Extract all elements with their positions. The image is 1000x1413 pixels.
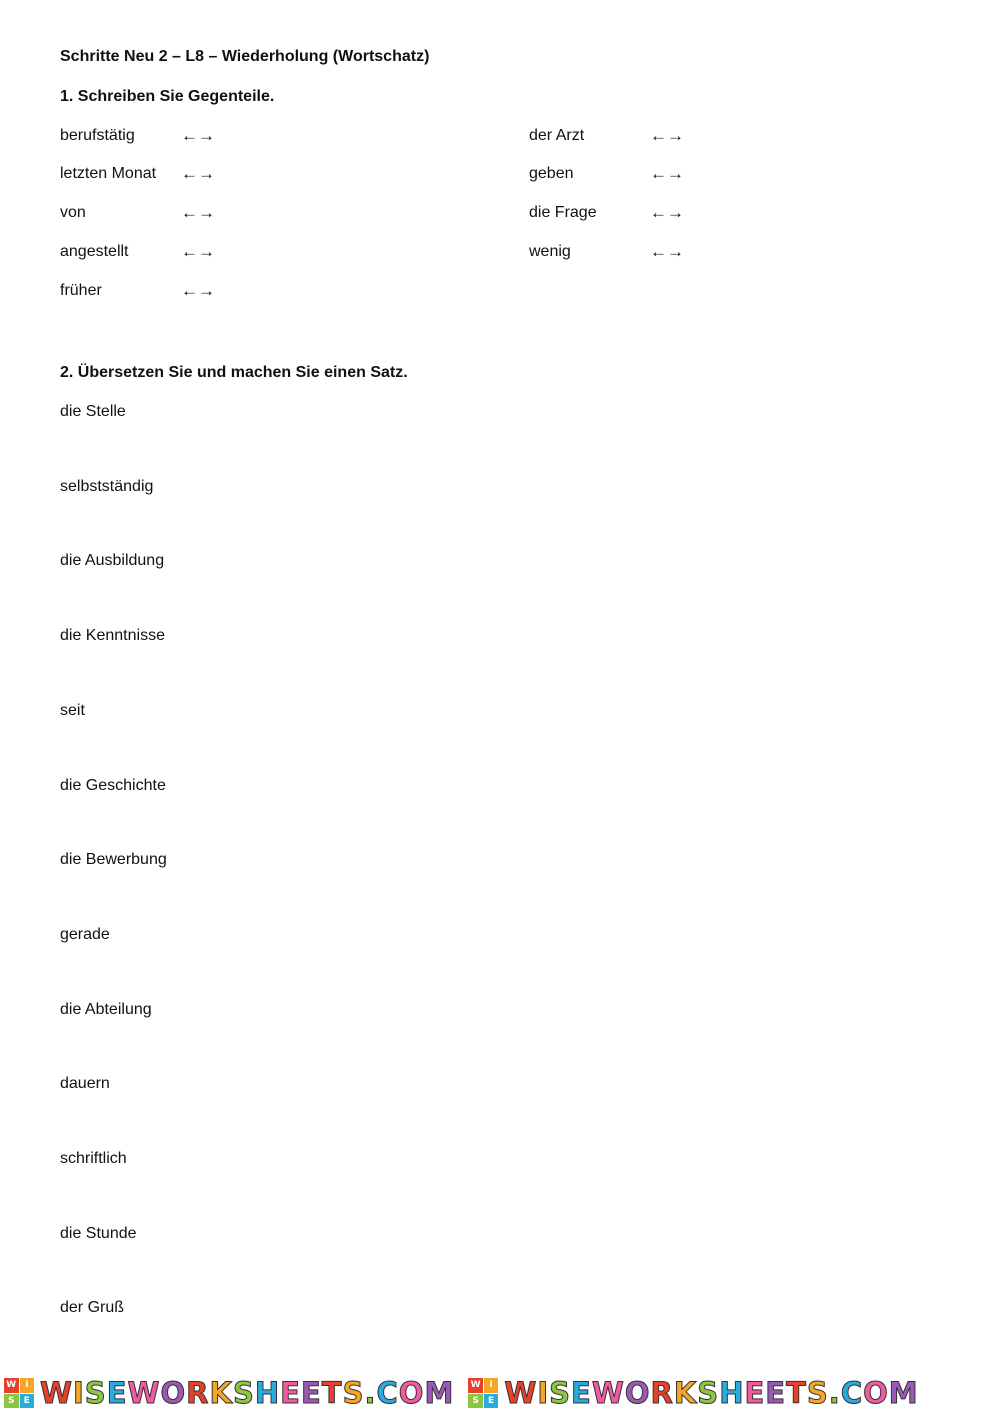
vocab-item: schriftlich (60, 1150, 127, 1167)
vocab-item: seit (60, 701, 85, 719)
opposite-word: letzten Monat (60, 165, 157, 182)
logo-char: R (186, 1376, 210, 1410)
logo-char: E (106, 1376, 128, 1410)
vocab-item: der Gruß (60, 1299, 125, 1317)
vocab-item: die Geschichte (60, 776, 166, 794)
logo-char: S (232, 1376, 255, 1410)
page-title: Schritte Neu 2 – L8 – Wiederholung (Wortschatz) (60, 48, 430, 65)
double-arrow-icon: ←→ (181, 164, 215, 183)
vocab-item: die Kenntnisse (60, 627, 165, 645)
double-arrow-icon: ←→ (181, 281, 215, 300)
double-arrow-icon: ←→ (650, 203, 684, 222)
logo-icon (4, 1378, 34, 1408)
logo-char: S (697, 1376, 720, 1410)
vocab-item: dauern (60, 1075, 110, 1093)
double-arrow-icon: ←→ (650, 164, 684, 183)
logo-letter: E (20, 1394, 35, 1409)
logo-char: . (364, 1376, 377, 1410)
logo-char: R (650, 1376, 674, 1410)
section-2-heading: 2. Übersetzen Sie und machen Sie einen Satz. (60, 364, 408, 381)
double-arrow-icon: ←→ (181, 203, 215, 222)
logo-char: W (504, 1376, 538, 1410)
opposite-word: berufstätig (60, 127, 135, 144)
footer-watermark (0, 1373, 1000, 1413)
double-arrow-icon: ←→ (181, 126, 215, 145)
logo-icon (468, 1378, 498, 1408)
logo-letter: W (4, 1378, 19, 1393)
vocab-item: die Stelle (60, 403, 126, 420)
logo-char: C (840, 1376, 864, 1410)
logo-char: O (160, 1376, 187, 1410)
logo-letter: S (468, 1394, 483, 1409)
logo-char: I (537, 1376, 550, 1410)
logo-letter: I (20, 1378, 35, 1393)
logo-letter: E (484, 1394, 499, 1409)
double-arrow-icon: ←→ (650, 242, 684, 261)
logo-char: . (828, 1376, 841, 1410)
opposite-word: wenig (529, 243, 571, 260)
opposite-word: angestellt (60, 243, 129, 260)
vocab-item: die Ausbildung (60, 552, 165, 570)
logo-char: W (40, 1376, 73, 1410)
logo-char: E (744, 1376, 766, 1410)
opposite-word: früher (60, 282, 102, 299)
wiseworksheets-logo (468, 1376, 918, 1410)
logo-char: T (786, 1376, 807, 1410)
logo-char: S (549, 1376, 571, 1410)
vocab-item: die Stunde (60, 1224, 137, 1242)
logo-char: K (209, 1376, 233, 1410)
logo-char: O (398, 1376, 425, 1410)
logo-char: K (673, 1376, 698, 1410)
logo-char: S (806, 1376, 829, 1410)
logo-char: W (127, 1376, 161, 1410)
logo-char: E (280, 1376, 301, 1410)
double-arrow-icon: ←→ (650, 126, 684, 145)
opposite-word: geben (529, 165, 574, 182)
logo-char: C (376, 1376, 399, 1410)
logo-char: T (321, 1376, 343, 1410)
logo-letter: S (4, 1394, 19, 1409)
logo-char: O (624, 1376, 651, 1410)
logo-char: E (765, 1376, 787, 1410)
logo-letter: I (484, 1378, 499, 1393)
logo-char: H (719, 1376, 745, 1410)
opposite-word: die Frage (529, 204, 597, 221)
vocab-item: die Abteilung (60, 1000, 152, 1018)
logo-char: W (591, 1376, 625, 1410)
vocab-item: gerade (60, 925, 110, 943)
logo-char: M (888, 1376, 919, 1410)
logo-char: M (424, 1376, 455, 1410)
opposite-word: der Arzt (529, 127, 585, 144)
logo-char: H (254, 1376, 281, 1410)
logo-char: E (300, 1376, 322, 1410)
logo-text (40, 1376, 454, 1410)
logo-letter: W (468, 1378, 483, 1393)
logo-char: S (84, 1376, 107, 1410)
logo-char: E (571, 1376, 592, 1410)
section-1-heading: 1. Schreiben Sie Gegenteile. (60, 88, 275, 105)
opposite-word: von (60, 204, 86, 221)
logo-char: O (863, 1376, 889, 1410)
logo-char: I (73, 1376, 85, 1410)
wiseworksheets-logo (4, 1376, 454, 1410)
vocab-item: selbstständig (60, 477, 154, 495)
vocab-item: die Bewerbung (60, 851, 167, 869)
double-arrow-icon: ←→ (181, 242, 215, 261)
logo-text (504, 1376, 918, 1410)
logo-char: S (342, 1376, 365, 1410)
